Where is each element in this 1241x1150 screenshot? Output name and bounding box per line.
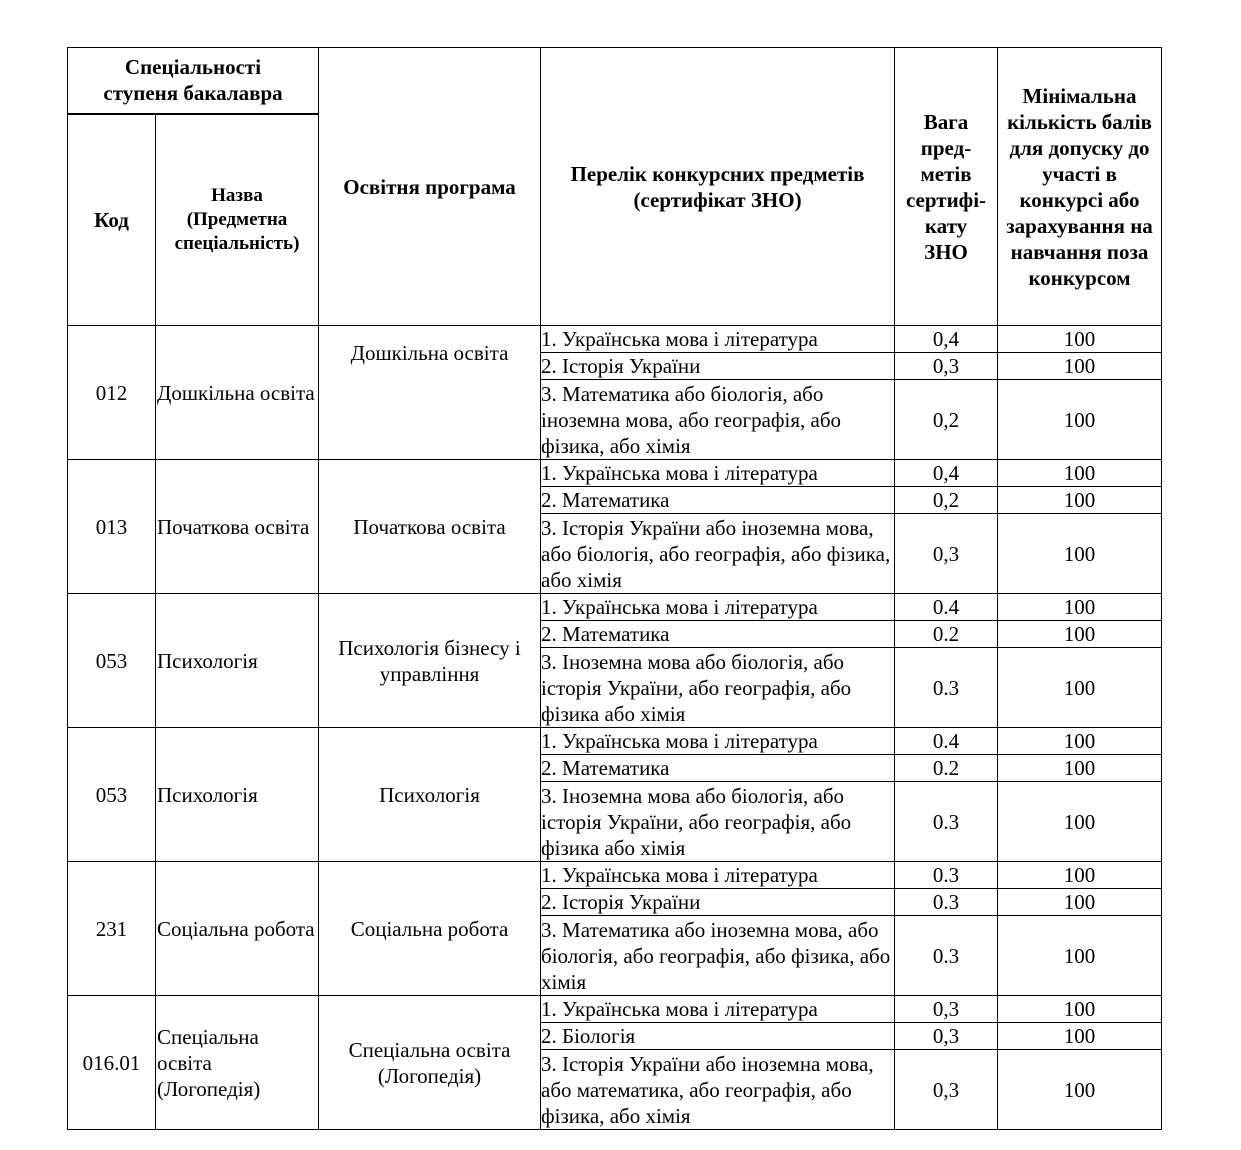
education-program: Початкова освіта xyxy=(319,460,541,594)
specialty-code: 013 xyxy=(68,460,156,594)
min-score: 100 xyxy=(998,648,1162,728)
min-score: 100 xyxy=(998,487,1162,514)
competitive-subject: 2. Біологія xyxy=(541,1023,895,1050)
competitive-subject: 2. Математика xyxy=(541,621,895,648)
min-score: 100 xyxy=(998,460,1162,487)
min-score: 100 xyxy=(998,996,1162,1023)
specialty-name: Соціальна робота xyxy=(156,862,319,996)
competitive-subject: 3. Історія України або іноземна мова, або математика, або географія, або фізика, або хімія xyxy=(541,1050,895,1130)
min-score: 100 xyxy=(998,1050,1162,1130)
competitive-subject: 1. Українська мова і література xyxy=(541,728,895,755)
subject-weight: 0.2 xyxy=(895,755,998,782)
subject-weight: 0,3 xyxy=(895,353,998,380)
header-subjects: Перелік конкурсних предметів (сертифікат ЗНО) xyxy=(541,48,895,326)
min-score: 100 xyxy=(998,326,1162,353)
specialty-name: Психологія xyxy=(156,594,319,728)
competitive-subject: 2. Математика xyxy=(541,755,895,782)
specialty-name: Спеціальна освіта (Логопедія) xyxy=(156,996,319,1130)
specialty-name: Психологія xyxy=(156,728,319,862)
subject-weight: 0,3 xyxy=(895,1050,998,1130)
competitive-subject: 2. Історія України xyxy=(541,353,895,380)
specialty-code: 053 xyxy=(68,594,156,728)
subject-weight: 0.4 xyxy=(895,728,998,755)
table-body xyxy=(68,326,1162,1130)
subject-weight: 0,3 xyxy=(895,514,998,594)
competitive-subject: 1. Українська мова і література xyxy=(541,326,895,353)
min-score: 100 xyxy=(998,916,1162,996)
education-program: Дошкільна освіта xyxy=(319,326,541,460)
subject-weight: 0,2 xyxy=(895,487,998,514)
education-program: Соціальна робота xyxy=(319,862,541,996)
header-name: Назва (Предметна спеціальність) xyxy=(156,114,319,326)
competitive-subject: 1. Українська мова і література xyxy=(541,996,895,1023)
specialty-code: 012 xyxy=(68,326,156,460)
education-program: Психологія xyxy=(319,728,541,862)
subject-weight: 0.3 xyxy=(895,916,998,996)
table-row xyxy=(68,326,1162,353)
subject-weight: 0,4 xyxy=(895,460,998,487)
header-min-score: Мінімальна кількість балів для допуску до участі в конкурсі або зарахування на навчання поза конкурсом xyxy=(998,48,1162,326)
specialty-code: 053 xyxy=(68,728,156,862)
header-code: Код xyxy=(68,114,156,326)
min-score: 100 xyxy=(998,1023,1162,1050)
table-row xyxy=(68,594,1162,621)
competitive-subject: 2. Історія України xyxy=(541,889,895,916)
min-score: 100 xyxy=(998,353,1162,380)
min-score: 100 xyxy=(998,514,1162,594)
subject-weight: 0.2 xyxy=(895,621,998,648)
subject-weight: 0,4 xyxy=(895,326,998,353)
competitive-subject: 1. Українська мова і література xyxy=(541,862,895,889)
table-row xyxy=(68,460,1162,487)
admission-table xyxy=(67,47,1162,1130)
competitive-subject: 3. Іноземна мова або біологія, або історія України, або географія, або фізика або хімія xyxy=(541,782,895,862)
specialty-code: 016.01 xyxy=(68,996,156,1130)
header-specialties-group: Спеціальності ступеня бакалавра xyxy=(68,48,319,114)
specialty-code: 231 xyxy=(68,862,156,996)
competitive-subject: 2. Математика xyxy=(541,487,895,514)
specialty-name: Початкова освіта xyxy=(156,460,319,594)
subject-weight: 0.4 xyxy=(895,594,998,621)
min-score: 100 xyxy=(998,380,1162,460)
competitive-subject: 3. Історія України або іноземна мова, або біологія, або географія, або фізика, або хімія xyxy=(541,514,895,594)
competitive-subject: 3. Математика або біологія, або іноземна мова, або географія, або фізика, або хімія xyxy=(541,380,895,460)
min-score: 100 xyxy=(998,862,1162,889)
competitive-subject: 1. Українська мова і література xyxy=(541,594,895,621)
table-row xyxy=(68,728,1162,755)
subject-weight: 0.3 xyxy=(895,862,998,889)
header-program: Освітня програма xyxy=(319,48,541,326)
specialty-name: Дошкільна освіта xyxy=(156,326,319,460)
min-score: 100 xyxy=(998,782,1162,862)
min-score: 100 xyxy=(998,594,1162,621)
min-score: 100 xyxy=(998,728,1162,755)
table-row xyxy=(68,996,1162,1023)
min-score: 100 xyxy=(998,755,1162,782)
min-score: 100 xyxy=(998,621,1162,648)
competitive-subject: 3. Іноземна мова або біологія, або історія України, або географія, або фізика або хімія xyxy=(541,648,895,728)
subject-weight: 0.3 xyxy=(895,648,998,728)
subject-weight: 0.3 xyxy=(895,782,998,862)
competitive-subject: 1. Українська мова і література xyxy=(541,460,895,487)
subject-weight: 0.3 xyxy=(895,889,998,916)
subject-weight: 0,3 xyxy=(895,1023,998,1050)
min-score: 100 xyxy=(998,889,1162,916)
competitive-subject: 3. Математика або іноземна мова, або біологія, або географія, або фізика, або хімія xyxy=(541,916,895,996)
education-program: Спеціальна освіта (Логопедія) xyxy=(319,996,541,1130)
table-row xyxy=(68,862,1162,889)
table-header xyxy=(68,48,1162,326)
header-weight: Вага пред-метів сертифі-кату ЗНО xyxy=(895,48,998,326)
education-program: Психологія бізнесу і управління xyxy=(319,594,541,728)
subject-weight: 0,3 xyxy=(895,996,998,1023)
subject-weight: 0,2 xyxy=(895,380,998,460)
